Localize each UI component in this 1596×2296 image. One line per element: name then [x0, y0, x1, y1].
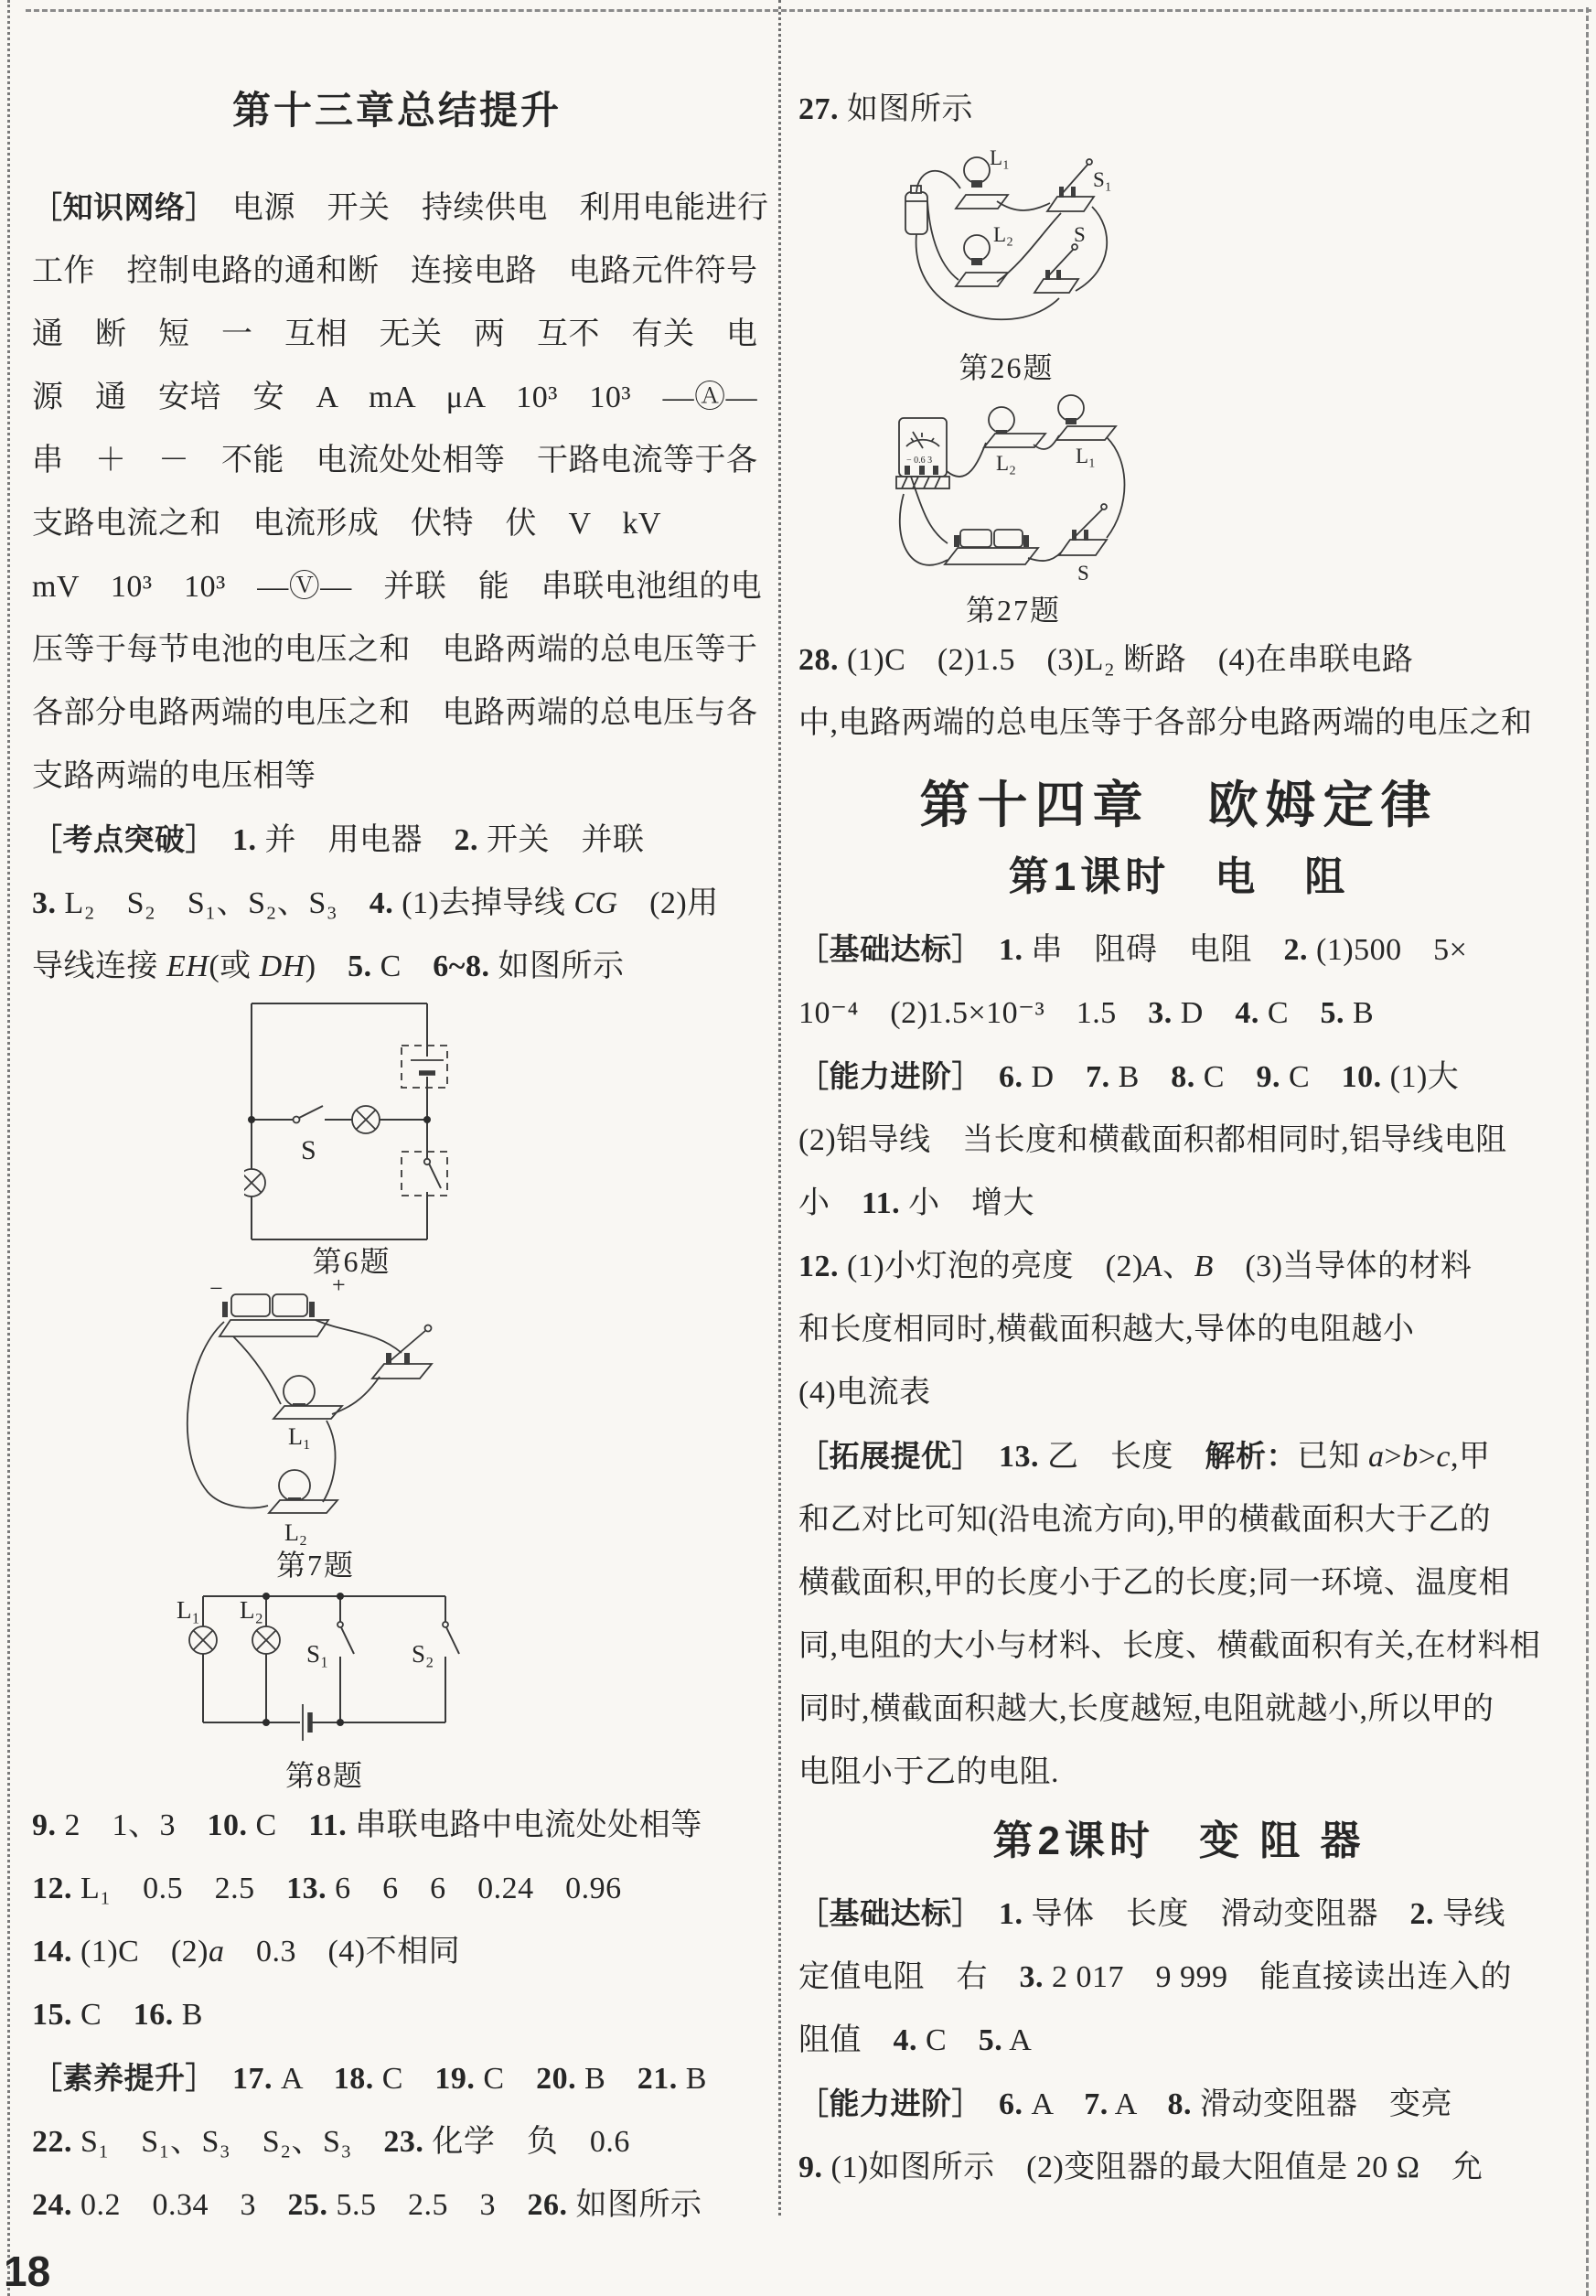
lamp-icon [352, 1106, 380, 1133]
figure-caption: 第8题 [284, 1759, 364, 1792]
minus-label: − [209, 1280, 223, 1302]
text-line: ［基础达标］ 1. 导体 长度 滑动变阻器 2. 导线 [798, 1896, 1505, 1931]
switch-icon [1047, 159, 1094, 211]
circuit-diagram-q6 [244, 998, 459, 1243]
lamp-icon [244, 1169, 265, 1196]
switch-icon [1059, 504, 1107, 555]
text-line: 12. (1)小灯泡的亮度 (2)A、B (3)当导体的材料 [798, 1250, 1473, 1283]
page-number: 18 [4, 2248, 51, 2295]
figure-q6 [244, 998, 459, 1280]
lesson2-text-block [798, 1882, 1559, 2199]
switch-label: S [301, 1135, 316, 1165]
battery-icon [905, 186, 927, 234]
lamp2-label: L₂ [284, 1519, 307, 1546]
text-line: 和乙对比可知(沿电流方向),甲的横截面积大于乙的 [798, 1503, 1492, 1537]
left-text-block-1 [32, 176, 769, 998]
switch-icon [443, 1596, 459, 1722]
text-line: 串 ＋ － 不能 电流处处相等 干路电流等于各 [32, 444, 758, 477]
switch-icon [402, 1152, 447, 1196]
switch-icon [1034, 244, 1078, 293]
chapter14-title: 第十四章 欧姆定律 [919, 777, 1439, 833]
battery-icon [303, 1704, 310, 1741]
lamp-icon [984, 407, 1045, 447]
figure-caption: 第6题 [312, 1245, 391, 1278]
circuit-diagram-q26 [885, 141, 1128, 349]
right-q28-block [798, 628, 1559, 755]
figure-q27 [876, 386, 1151, 628]
text-line: ［知识网络］ 电源 开关 持续供电 利用电能进行 [32, 190, 769, 225]
figure-q8 [151, 1583, 498, 1794]
column-divider [778, 0, 781, 2216]
text-line: (4)电流表 [798, 1376, 931, 1410]
switch1-label: S₁ [1093, 168, 1112, 191]
text-line: ［基础达标］ 1. 串 阻碍 电阻 2. (1)500 5× [798, 932, 1468, 967]
battery-icon [402, 1046, 447, 1088]
text-line: (2)铝导线 当长度和横截面积都相同时,铝导线电阻 [798, 1123, 1507, 1157]
text-line: ［拓展提优］ 13. 乙 长度 解析：已知 a>b>c,甲 [798, 1439, 1491, 1474]
lamp-icon [273, 1376, 342, 1419]
text-line: 28. (1)C (2)1.5 (3)L₂ 断路 (4)在串联电路 [798, 643, 1414, 677]
ammeter-terminals-label: − 0.6 3 [906, 456, 933, 466]
text-line: 各部分电路两端的电压之和 电路两端的总电压与各 [32, 696, 758, 730]
lamp2-label: L₂ [240, 1596, 263, 1624]
ammeter-icon [896, 418, 949, 488]
lesson1-title: 第1课时 电 阻 [1008, 854, 1350, 899]
text-line: ［考点突破］ 1. 并 用电器 2. 开关 并联 [32, 822, 645, 857]
text-line: 同,电阻的大小与材料、长度、横截面积有关,在材料相 [798, 1629, 1541, 1663]
text-line: 27. 如图所示 [798, 92, 973, 126]
figure-caption: 第7题 [275, 1549, 355, 1582]
text-line: 3. L₂ S₂ S₁、S₂、S₃ 4. (1)去掉导线 CG (2)用 [32, 886, 719, 920]
text-line: 14. (1)C (2)a 0.3 (4)不相同 [32, 1935, 461, 1969]
left-text-block-2 [32, 1794, 762, 2237]
wire-loop [252, 1003, 427, 1239]
switch-icon [337, 1596, 354, 1722]
text-line: 中,电路两端的总电压等于各部分电路两端的电压之和 [798, 706, 1533, 740]
text-line: 横截面积,甲的长度小于乙的长度;同一环境、温度相 [798, 1566, 1510, 1600]
switch-label: S [1077, 562, 1089, 585]
left-column [32, 78, 769, 2237]
lesson1-text-block [798, 917, 1559, 1804]
lamp2-label: L₂ [993, 223, 1014, 246]
text-line: 导线连接 EH(或 DH) 5. C 6~8. 如图所示 [32, 950, 625, 983]
lamp1-label: L₁ [177, 1596, 200, 1624]
battery-pack-icon [945, 530, 1038, 564]
text-line: 10⁻⁴ (2)1.5×10⁻³ 1.5 3. D 4. C 5. B [798, 996, 1375, 1030]
text-line: 定值电阻 右 3. 2 017 9 999 能直接读出连入的 [798, 1960, 1512, 1994]
text-line: 压等于每节电池的电压之和 电路两端的总电压等于 [32, 633, 758, 667]
switch2-label: S₂ [412, 1640, 434, 1668]
lesson2-title: 第2课时 变 阻 器 [992, 1819, 1366, 1863]
page-border-left [7, 0, 10, 2296]
text-line: 工作 控制电路的通和断 连接电路 电路元件符号 [32, 254, 758, 288]
figure-caption: 第26题 [959, 351, 1055, 384]
switch1-label: S₁ [306, 1640, 329, 1668]
text-line: 小 11. 小 增大 [798, 1186, 1035, 1220]
lamp1-label: L₁ [288, 1423, 311, 1450]
lamp1-label: L₁ [1076, 445, 1097, 467]
text-line: 电阻小于乙的电阻. [798, 1755, 1059, 1789]
figure-caption: 第27题 [965, 594, 1061, 627]
circuit-diagram-q7 [169, 1280, 462, 1547]
text-line: ［素养提升］ 17. A 18. C 19. C 20. B 21. B [32, 2061, 707, 2096]
plus-label: + [332, 1280, 346, 1298]
text-line: 24. 0.2 0.34 3 25. 5.5 2.5 3 26. 如图所示 [32, 2188, 702, 2222]
text-line: ［能力进阶］ 6. A 7. A 8. 滑动变阻器 变亮 [798, 2087, 1452, 2121]
text-line: 支路两端的电压相等 [32, 759, 316, 793]
page-border-right [1586, 7, 1589, 2296]
lamp-icon [269, 1470, 337, 1513]
text-line: 阻值 4. C 5. A [798, 2023, 1033, 2057]
page-border-top [26, 9, 1591, 12]
text-line: 22. S₁ S₁、S₃ S₂、S₃ 23. 化学 负 0.6 [32, 2125, 630, 2159]
text-line: 9. (1)如图所示 (2)变阻器的最大阻值是 20 Ω 允 [798, 2151, 1484, 2184]
text-line: 通 断 短 一 互相 无关 两 互不 有关 电 [32, 317, 758, 351]
battery-pack-icon [209, 1280, 346, 1336]
text-line: mV 10³ 10³ —Ⓥ— 并联 能 串联电池组的电 [32, 570, 763, 604]
lamp1-label: L₁ [990, 146, 1011, 169]
text-line: 9. 2 1、3 10. C 11. 串联电路中电流处处相等 [32, 1808, 702, 1842]
text-line: 支路电流之和 电流形成 伏特 伏 V kV [32, 507, 661, 541]
circuit-diagram-q8 [151, 1583, 498, 1757]
switch-label: S [1074, 223, 1086, 246]
text-line: 和长度相同时,横截面积越大,导体的电阻越小 [798, 1313, 1415, 1346]
text-line: 12. L₁ 0.5 2.5 13. 6 6 6 0.24 0.96 [32, 1872, 622, 1905]
lamp-icon [1056, 395, 1116, 440]
circuit-diagram-q27 [876, 386, 1151, 592]
figure-q26 [885, 141, 1128, 386]
text-line: 15. C 16. B [32, 1998, 203, 2032]
right-column [798, 78, 1559, 2199]
section-title-chapter13: 第十三章总结提升 [231, 89, 562, 132]
text-line: 同时,横截面积越大,长度越短,电阻就越小,所以甲的 [798, 1692, 1494, 1726]
switch-icon [372, 1325, 432, 1379]
lamp2-label: L₂ [996, 452, 1017, 475]
text-line: 源 通 安培 安 A mA μA 10³ 10³ —Ⓐ— [32, 381, 758, 414]
figure-q7 [169, 1280, 462, 1583]
text-line: ［能力进阶］ 6. D 7. B 8. C 9. C 10. (1)大 [798, 1059, 1460, 1094]
switch-icon [294, 1106, 324, 1123]
right-q27-line [798, 78, 1559, 141]
